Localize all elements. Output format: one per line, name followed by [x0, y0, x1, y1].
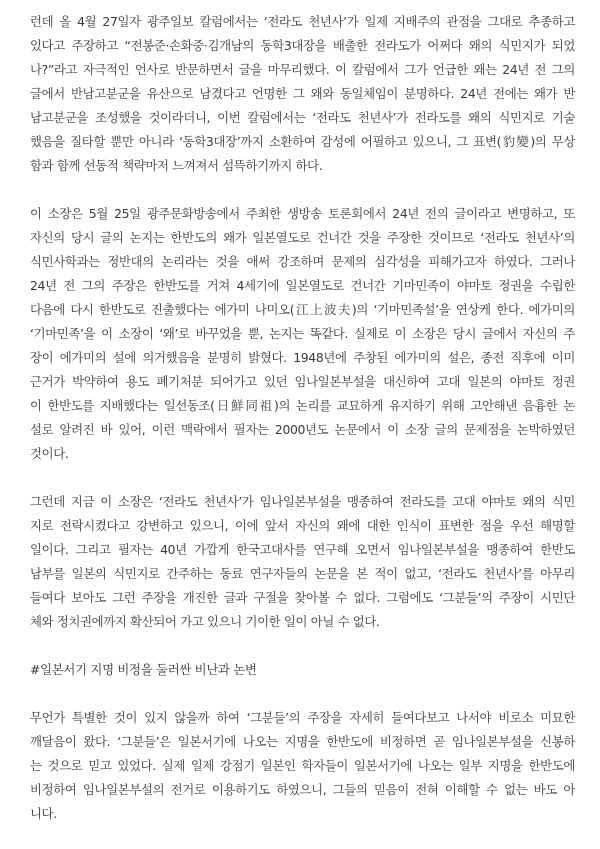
text-line: 니다.: [30, 806, 57, 821]
text-line: 이 한반도를 지배했다는 일선동조(日鮮同祖)의 논리를 교묘하게 유지하기 위해 고안해낸 음흉한 논: [30, 398, 575, 413]
text-line: 다음에 다시 한반도로 진출했다는 에가미 나미오(江上波夫)의 ‘기마민족설’을 연상케 한다. 에가미의: [30, 302, 575, 317]
text-line: 글에서 반남고분군을 유산으로 남겼다고 언명한 그 왜와 동일체임이 분명하다. 24년 전에는 왜가 반: [30, 86, 575, 101]
text-line: 설로 알려진 바 있어, 이런 맥락에서 필자는 2000년도 논문에서 이 소장 글의 문제점을 논박하였던: [30, 422, 575, 437]
section-heading: #일본서기 지명 비정을 둘러싼 비난과 논변: [30, 662, 257, 677]
text-line: 깨달음이 왔다. ‘그분들’은 일본서기에 나오는 지명을 한반도에 비정하면 곧 임나일본부설을 신봉하: [30, 734, 575, 749]
text-line: 식민사학과는 정반대의 논리라는 것을 애써 강조하며 문제의 심각성을 피해가고자 하였다. 그러나: [30, 254, 575, 269]
text-line: 장이 에가미의 설에 의거했음을 분명히 밝혔다. 1948년에 주창된 에가미의 설은, 종전 직후에 이미: [30, 350, 575, 365]
text-line: 것이다.: [30, 446, 69, 461]
text-line: 있다고 주장하고 “전봉준·손화중·김개남의 동학3대장을 배출한 전라도가 어쩌다 왜의 식민지가 되었: [30, 38, 575, 53]
paragraph-spacer: [30, 682, 575, 706]
paragraph-4: [30, 706, 575, 826]
article-body: [30, 10, 575, 826]
text-line: 남부를 일본의 식민지로 간주하는 동료 연구자들의 논문을 본 적이 없고, ‘전라도 천년사’를 아무리: [30, 566, 575, 581]
paragraph-2: [30, 202, 575, 466]
text-line: 들여다 보아도 그런 주장을 개진한 글과 구절을 찾아볼 수 없다. 그럼에도 ‘그분들’의 주장이 시민단: [30, 590, 575, 605]
text-line: 이 소장은 5월 25일 광주문화방송에서 주최한 생방송 토론회에서 24년 전의 글이라고 변명하고, 또: [30, 206, 575, 221]
paragraph-3: [30, 490, 575, 634]
text-line: 했음을 질타할 뿐만 아니라 ‘동학3대장’까지 소환하여 감성에 어필하고 있으니, 그 표변(豹變)의 무상: [30, 134, 575, 149]
text-line: 나?”라고 자극적인 언사로 반문하면서 글을 마무리했다. 이 칼럼에서 그가 언급한 왜는 24년 전 그의: [30, 62, 575, 77]
text-line: 남고분군을 조성했을 것이라더니, 이번 칼럼에서는 ‘전라도 천년사’가 전라도를 왜의 식민지로 기술: [30, 110, 575, 125]
text-line: 비정하여 임나일본부설의 전거로 이용하기도 하였으니, 그들의 믿음이 전혀 이해할 수 없는 바도 아: [30, 782, 575, 797]
paragraph-spacer: [30, 466, 575, 490]
paragraph-spacer: [30, 634, 575, 658]
paragraph-spacer: [30, 178, 575, 202]
text-line: 그런데 지금 이 소장은 ‘전라도 천년사’가 임나일본부설을 맹종하여 전라도를 고대 야마토 왜의 식민: [30, 494, 575, 509]
text-line: 함과 함께 선동적 책략마저 느껴져서 섬뜩하기까지 하다.: [30, 158, 323, 173]
text-line: 자신의 당시 글의 논지는 한반도의 왜가 일본열도로 건너간 것을 주장한 것이므로 ‘전라도 천년사’의: [30, 230, 575, 245]
paragraph-1: [30, 10, 575, 178]
text-line: 체와 정치권에까지 확산되어 가고 있으니 기이한 일이 아닐 수 없다.: [30, 614, 380, 629]
text-line: ‘기마민족’을 이 소장이 ‘왜’로 바꾸었을 뿐, 논지는 똑같다. 실제로 이 소장은 당시 글에서 자신의 주: [30, 326, 575, 341]
text-line: 24년 전 그의 주장은 한반도를 거쳐 4세기에 일본열도로 건너간 기마민족이 야마토 정권을 수립한: [30, 278, 575, 293]
text-line: 일이다. 그리고 필자는 40년 가깝게 한국고대사를 연구해 오면서 임나일본부설을 맹종하여 한반도: [30, 542, 575, 557]
text-line: 런데 올 4월 27일자 광주일보 칼럼에서는 ‘전라도 천년사’가 일제 지배주의 관점을 그대로 추종하고: [30, 14, 575, 29]
text-line: 근거가 박약하여 용도 폐기처분 되어가고 있던 임나일본부설을 대신하여 고대 일본의 야마토 정권: [30, 374, 575, 389]
text-line: 는 것으로 믿고 있었다. 실제 일제 강점기 일본인 학자들이 일본서기에 나오는 일부 지명을 한반도에: [30, 758, 575, 773]
text-line: 무언가 특별한 것이 있지 않을까 하여 ‘그분들’의 주장을 자세히 들여다보고 나서야 비로소 미묘한: [30, 710, 575, 725]
text-line: 지로 전락시켰다고 강변하고 있으니, 이에 앞서 자신의 왜에 대한 인식이 표변한 점을 우선 해명할: [30, 518, 575, 533]
